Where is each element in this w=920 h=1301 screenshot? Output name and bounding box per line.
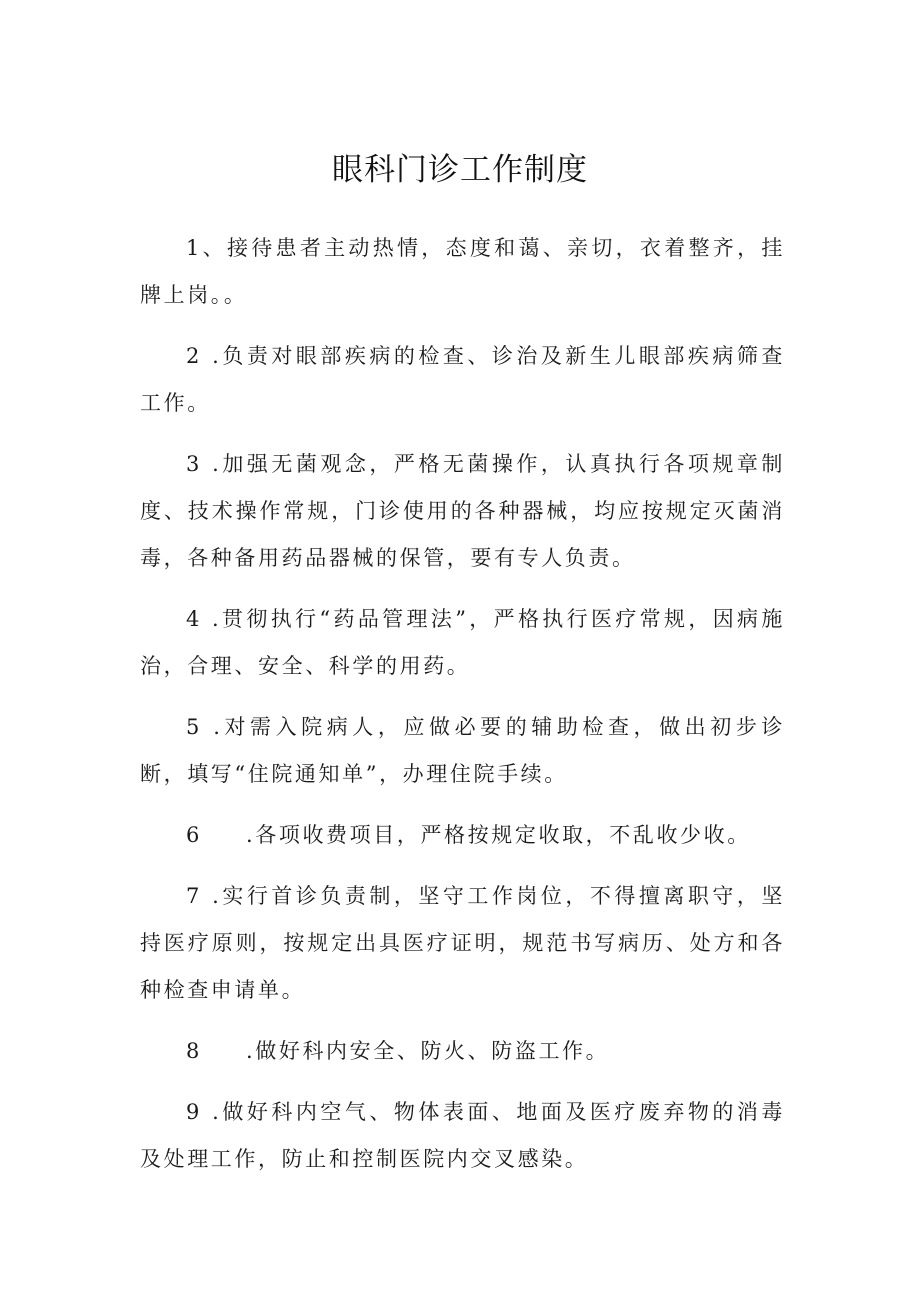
paragraph-text: .各项收费项目，严格按规定收取，不乱收少收。	[245, 823, 751, 847]
paragraph-number: 9	[186, 1100, 202, 1124]
paragraph-5	[140, 704, 785, 798]
paragraph-number: 2	[186, 344, 202, 368]
paragraph-number: 7	[186, 884, 202, 908]
paragraph-2	[140, 333, 785, 427]
paragraph-text: .做好科内安全、防火、防盗工作。	[245, 1039, 610, 1063]
paragraph-number: 3	[186, 452, 202, 476]
paragraph-7	[140, 873, 785, 1014]
paragraph-8	[140, 1028, 785, 1075]
paragraph-4	[140, 596, 785, 690]
paragraph-text: .贯彻执行“药品管理法”，严格执行医疗常规，因病施治，合理、安全、科学的用药。	[140, 607, 785, 678]
document-body	[140, 225, 785, 1197]
paragraph-number: 6	[186, 823, 202, 847]
paragraph-6	[140, 812, 785, 859]
paragraph-text: .对需入院病人，应做必要的辅助检查，做出初步诊断，填写“住院通知单”，办理住院手续。	[140, 715, 785, 786]
paragraph-text: .实行首诊负责制，坚守工作岗位，不得擅离职守，坚持医疗原则，按规定出具医疗证明，规范书写病历、处方和各种检查申请单。	[140, 884, 785, 1002]
paragraph-text: .加强无菌观念，严格无菌操作，认真执行各项规章制度、技术操作常规，门诊使用的各种器械，均应按规定灭菌消毒，各种备用药品器械的保管，要有专人负责。	[140, 452, 785, 570]
paragraph-9	[140, 1089, 785, 1183]
paragraph-text: 、接待患者主动热情，态度和蔼、亲切，衣着整齐，挂牌上岗。。	[140, 236, 785, 307]
paragraph-number: 5	[186, 715, 202, 739]
paragraph-text: .负责对眼部疾病的检查、诊治及新生儿眼部疾病筛查工作。	[140, 344, 785, 415]
paragraph-text: .做好科内空气、物体表面、地面及医疗废弃物的消毒及处理工作，防止和控制医院内交叉感染。	[140, 1100, 785, 1171]
document-title: 眼科门诊工作制度	[332, 152, 588, 188]
paragraph-number: 4	[186, 607, 202, 631]
paragraph-number: 1	[186, 236, 202, 260]
paragraph-1	[140, 225, 785, 319]
paragraph-number: 8	[186, 1039, 202, 1063]
paragraph-3	[140, 441, 785, 582]
